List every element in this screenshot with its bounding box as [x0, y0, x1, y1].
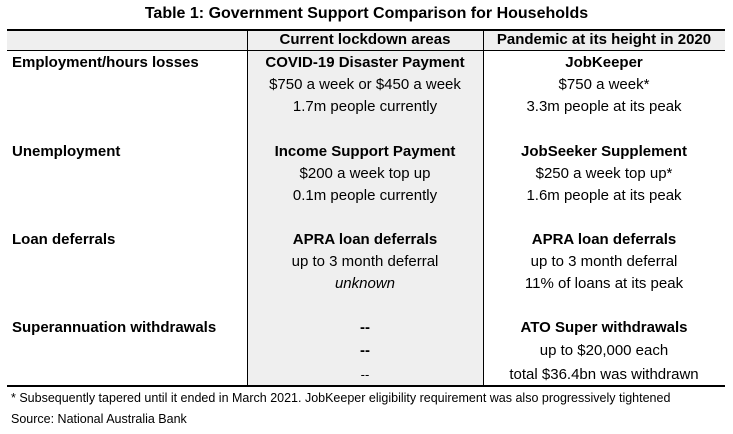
pandemic-program-reach: 1.6m people at its peak	[526, 187, 682, 204]
header-rule	[7, 50, 725, 51]
header-current-lockdown: Current lockdown areas	[279, 31, 451, 48]
bottom-rule	[7, 385, 725, 387]
pandemic-program-name: JobSeeker Supplement	[521, 143, 687, 160]
current-program-amount: $750 a week or $450 a week	[269, 76, 461, 93]
current-program-reach: 1.7m people currently	[292, 98, 438, 115]
pandemic-program-amount: $250 a week top up*	[535, 165, 673, 182]
current-program-name: Income Support Payment	[274, 143, 456, 160]
current-program-reach: 0.1m people currently	[292, 187, 438, 204]
pandemic-program-reach: total $36.4bn was withdrawn	[509, 366, 699, 383]
pandemic-program-amount: up to 3 month deferral	[530, 253, 678, 270]
header-pandemic-2020: Pandemic at its height in 2020	[496, 31, 712, 48]
pandemic-program-name: ATO Super withdrawals	[520, 319, 688, 336]
source-note: Source: National Australia Bank	[11, 412, 187, 426]
comparison-table	[7, 29, 725, 387]
table-title: Table 1: Government Support Comparison for Households	[144, 5, 589, 22]
pandemic-program-reach: 3.3m people at its peak	[526, 98, 682, 115]
current-program-amount: up to 3 month deferral	[291, 253, 439, 270]
footnote: * Subsequently tapered until it ended in March 2021. JobKeeper eligibility requirement was also progressively tightened	[11, 391, 671, 405]
current-program-name: --	[360, 319, 370, 336]
pandemic-program-amount: up to $20,000 each	[539, 342, 669, 359]
current-program-name: APRA loan deferrals	[292, 231, 438, 248]
current-program-name: COVID-19 Disaster Payment	[265, 54, 465, 71]
row-label-loan-deferrals: Loan deferrals	[12, 231, 116, 248]
current-program-reach: --	[360, 367, 370, 382]
row-label-employment: Employment/hours losses	[12, 54, 199, 71]
pandemic-program-amount: $750 a week*	[558, 76, 650, 93]
current-program-amount: $200 a week top up	[299, 165, 431, 182]
pandemic-program-reach: 11% of loans at its peak	[524, 275, 684, 292]
pandemic-program-name: APRA loan deferrals	[531, 231, 677, 248]
row-label-unemployment: Unemployment	[12, 143, 121, 160]
pandemic-program-name: JobKeeper	[565, 54, 643, 71]
current-program-amount: --	[360, 342, 370, 359]
row-label-superannuation: Superannuation withdrawals	[12, 319, 217, 336]
current-program-reach: unknown	[334, 275, 396, 292]
